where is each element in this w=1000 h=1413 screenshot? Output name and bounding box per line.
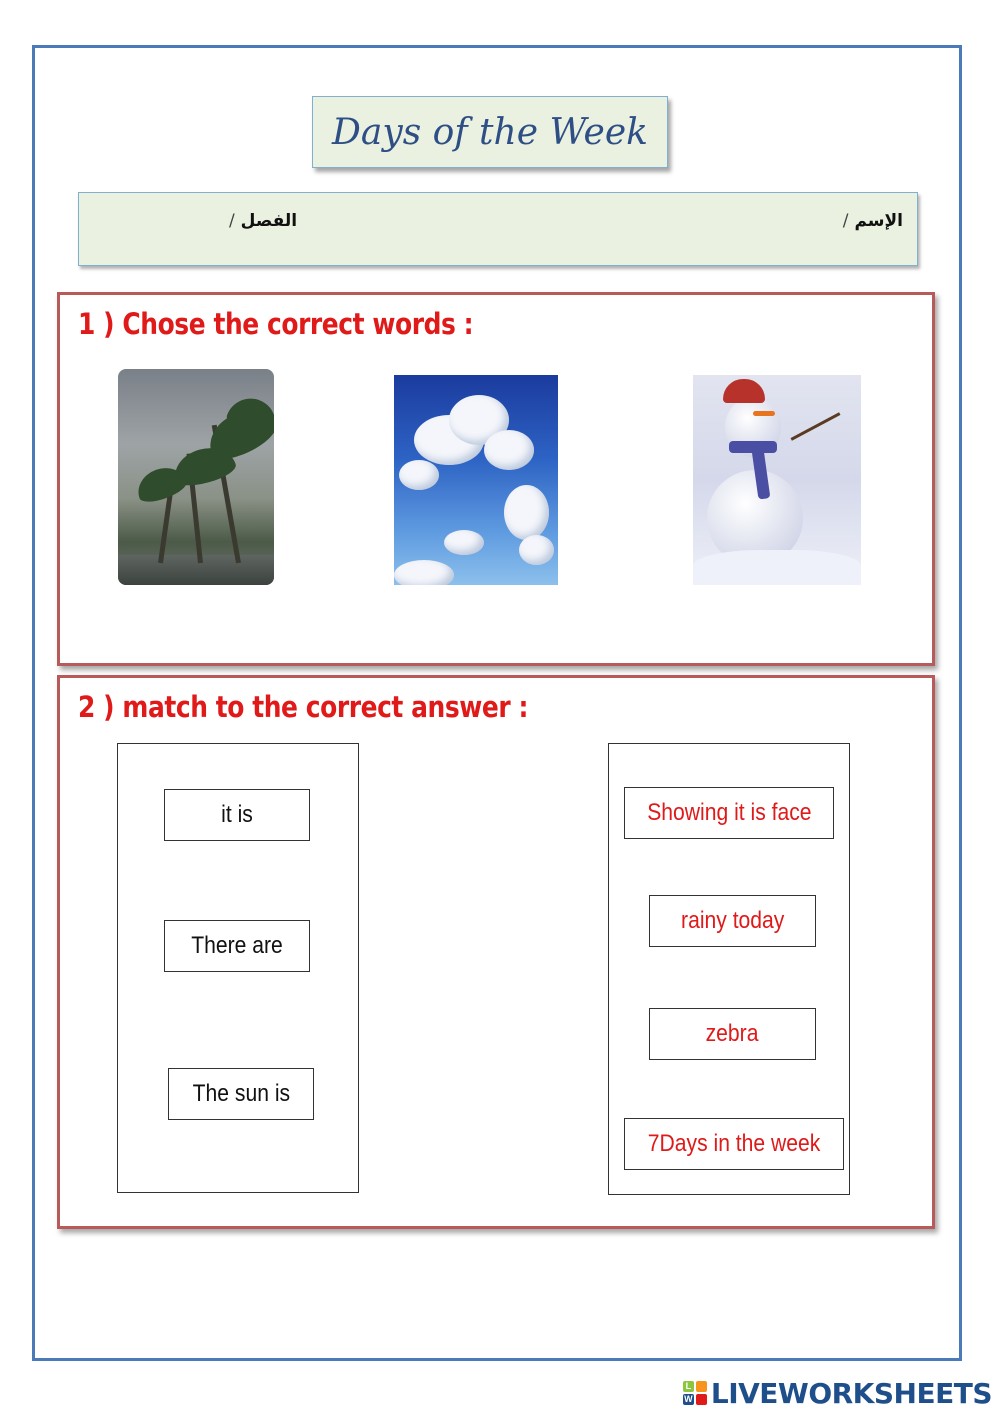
logo-letter: L bbox=[683, 1381, 694, 1392]
class-separator: / bbox=[229, 211, 235, 231]
match-item-left[interactable] bbox=[168, 1068, 314, 1120]
title-box bbox=[312, 96, 668, 168]
section2-title: 2 ) match to the correct answer : bbox=[78, 690, 529, 724]
brand-text: LIVEWORKSHEETS bbox=[710, 1376, 992, 1410]
match-item-left-text: The sun is bbox=[192, 1080, 290, 1107]
match-item-left[interactable] bbox=[164, 789, 310, 841]
match-item-left-text: it is bbox=[221, 801, 253, 828]
snowman-image bbox=[693, 375, 861, 585]
class-label-text: الفصل bbox=[240, 211, 298, 231]
right-match-column bbox=[608, 743, 850, 1195]
section-choose-words bbox=[57, 292, 935, 666]
class-field-label bbox=[229, 211, 297, 231]
stormy-palms-image bbox=[118, 369, 274, 585]
match-item-right[interactable] bbox=[624, 1118, 844, 1170]
name-field-label bbox=[843, 211, 903, 231]
section-match bbox=[57, 675, 935, 1229]
name-label-text: الإسم bbox=[854, 211, 903, 231]
worksheet-title: Days of the Week bbox=[332, 111, 648, 153]
match-item-right-text: rainy today bbox=[680, 907, 785, 934]
liveworksheets-brand bbox=[683, 1376, 992, 1410]
match-item-right[interactable] bbox=[649, 1008, 816, 1060]
match-item-left-text: There are bbox=[191, 932, 283, 959]
match-item-right[interactable] bbox=[624, 787, 834, 839]
match-item-right-text: zebra bbox=[706, 1020, 759, 1047]
name-separator: / bbox=[842, 211, 849, 231]
match-item-right-text: 7Days in the week bbox=[647, 1130, 821, 1157]
cloudy-sky-image bbox=[394, 375, 558, 585]
match-item-right-text: Showing it is face bbox=[646, 799, 812, 826]
section1-title: 1 ) Chose the correct words : bbox=[78, 307, 474, 341]
match-item-left[interactable] bbox=[164, 920, 310, 972]
logo-letter: W bbox=[684, 1394, 693, 1404]
student-info-bar bbox=[78, 192, 918, 266]
left-match-column bbox=[117, 743, 359, 1193]
liveworksheets-logo-icon bbox=[683, 1381, 707, 1405]
match-item-right[interactable] bbox=[649, 895, 816, 947]
